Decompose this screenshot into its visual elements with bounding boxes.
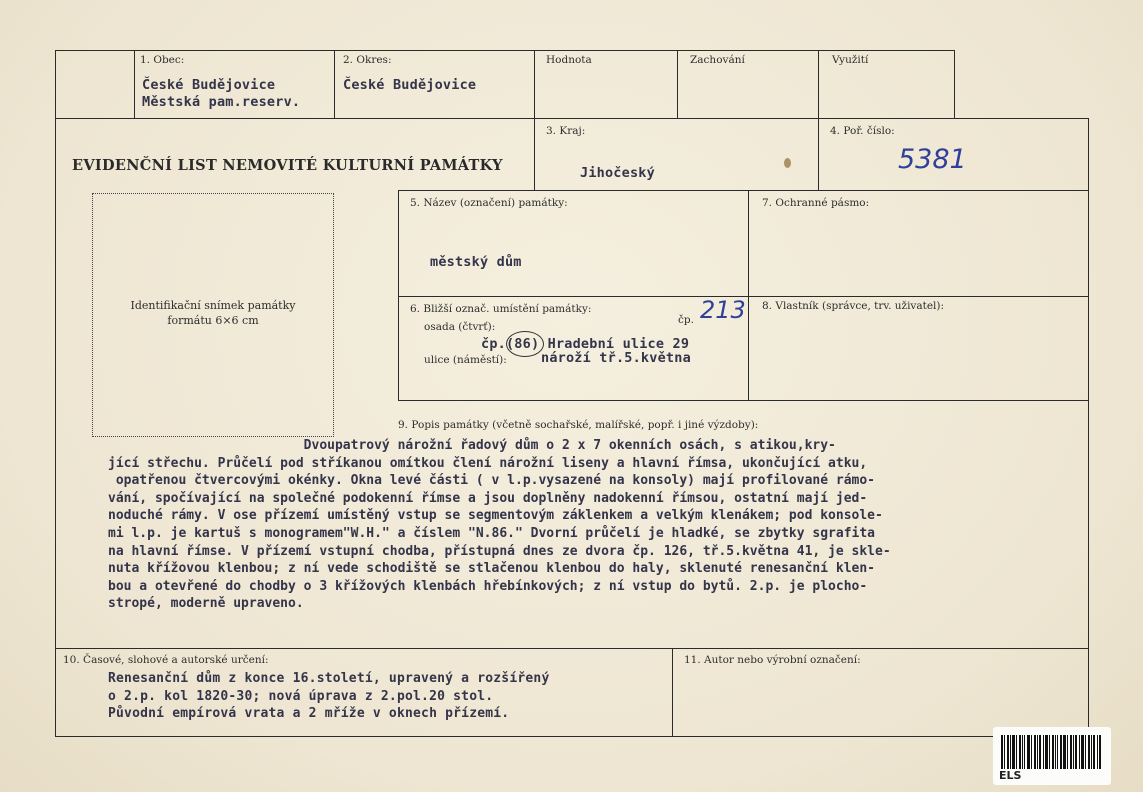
ochranne-pasmo-label: 7. Ochranné pásmo: xyxy=(762,197,870,209)
kraj-value: Jihočeský xyxy=(580,165,655,181)
ulice-label: ulice (náměstí): xyxy=(424,354,507,366)
paper-stain xyxy=(784,158,791,168)
cp-handwritten: 213 xyxy=(700,296,746,324)
vlastnik-label: 8. Vlastník (správce, trv. uživatel): xyxy=(762,300,945,312)
vyuziti-label: Využití xyxy=(832,54,869,66)
rule xyxy=(398,400,1088,401)
rule xyxy=(748,190,749,400)
obec-reserve-value: Městská pam.reserv. xyxy=(142,94,301,110)
photo-caption-line2: formátu 6×6 cm xyxy=(167,314,259,327)
por-cislo-label: 4. Poř. číslo: xyxy=(830,125,895,137)
autor-label: 11. Autor nebo výrobní označení: xyxy=(684,654,861,666)
rule xyxy=(1088,118,1089,737)
nazev-value: městský dům xyxy=(430,254,522,270)
barcode-icon xyxy=(1001,735,1101,769)
osada-label: osada (čtvrť): xyxy=(424,321,496,333)
kraj-label: 3. Kraj: xyxy=(546,125,586,137)
obec-label: 1. Obec: xyxy=(140,54,185,66)
rule xyxy=(334,50,335,118)
por-cislo-value: 5381 xyxy=(898,144,967,175)
form-title: EVIDENČNÍ LIST NEMOVITÉ KULTURNÍ PAMÁTKY xyxy=(72,157,503,174)
rule xyxy=(55,736,1088,737)
popis-label: 9. Popis památky (včetně sochařské, malířské, popř. i jiné výzdoby): xyxy=(398,419,759,431)
rule xyxy=(398,190,399,400)
urceni-text: Renesanční dům z konce 16.století, upravený a rozšířený o 2.p. kol 1820-30; nová úprava z 2.pol.20 stol. Původní empírová vrata a 2 mříže v oknech přízemí. xyxy=(108,671,550,721)
okres-label: 2. Okres: xyxy=(343,54,392,66)
barcode-label: ELS xyxy=(999,769,1022,782)
hodnota-label: Hodnota xyxy=(546,54,592,66)
zachovani-label: Zachování xyxy=(690,54,745,66)
rule xyxy=(534,50,535,190)
rule xyxy=(55,50,56,737)
rule xyxy=(677,50,678,118)
rule xyxy=(672,648,673,737)
rule xyxy=(134,50,135,118)
photo-caption-line1: Identifikační snímek památky xyxy=(130,299,296,312)
obec-value: České Budějovice xyxy=(142,77,276,93)
rule xyxy=(954,50,955,118)
umisteni-line2: nároží tř.5.května xyxy=(541,350,691,366)
popis-text: Dvoupatrový nárožní řadový dům o 2 x 7 okenních osách, s atikou,kry- jící střechu. Průčelí pod stříkanou omítkou člení nárožní liseny a hlavní římsa, ukončující atku, opatřenou čtvercovými okénky. Okna levé části ( v l.p.vysazené na konsoly) mají profilované rámo- vání, spočívající na společné podokenní římse a jsou doplněny nadokenní římsou, ostatní mají jed- noduché rámy. V ose přízemí umístěný vstup se segmentovým záklenkem a velkým klenákem; pod konsole- mi l.p. je kartuš s monogramem"W.H." a číslem "N.86." Dvorní průčelí je hladké, se zbytky sgrafita na hlavní římse. V přízemí vstupní chodba, přístupná dnes ze dvora čp. 126, tř.5.května 41, je skle- nuta křížovou klenbou; z ní vede schodiště se stlačenou klenbou do haly, sklenuté renesanční klen- bou a otevřené do chodby o 3 křížových klenbách hřebínkových; z ní vstup do bytů. 2.p. je plocho- stropé, moderně upraveno. xyxy=(108,438,891,612)
okres-value: České Budějovice xyxy=(343,77,477,93)
cp-label: čp. xyxy=(678,314,694,326)
rule xyxy=(398,190,1088,191)
umisteni-line1: čp.(86) Hradební ulice 29 xyxy=(481,336,690,352)
photo-placeholder xyxy=(92,193,334,437)
nazev-label: 5. Název (označení) památky: xyxy=(410,197,568,209)
umisteni-label: 6. Bližší označ. umístění památky: xyxy=(410,303,592,315)
rule xyxy=(55,50,954,51)
rule xyxy=(55,648,1088,649)
rule xyxy=(534,118,1089,119)
barcode-sticker xyxy=(993,727,1111,785)
urceni-label: 10. Časové, slohové a autorské určení: xyxy=(63,654,269,666)
rule xyxy=(818,50,819,190)
